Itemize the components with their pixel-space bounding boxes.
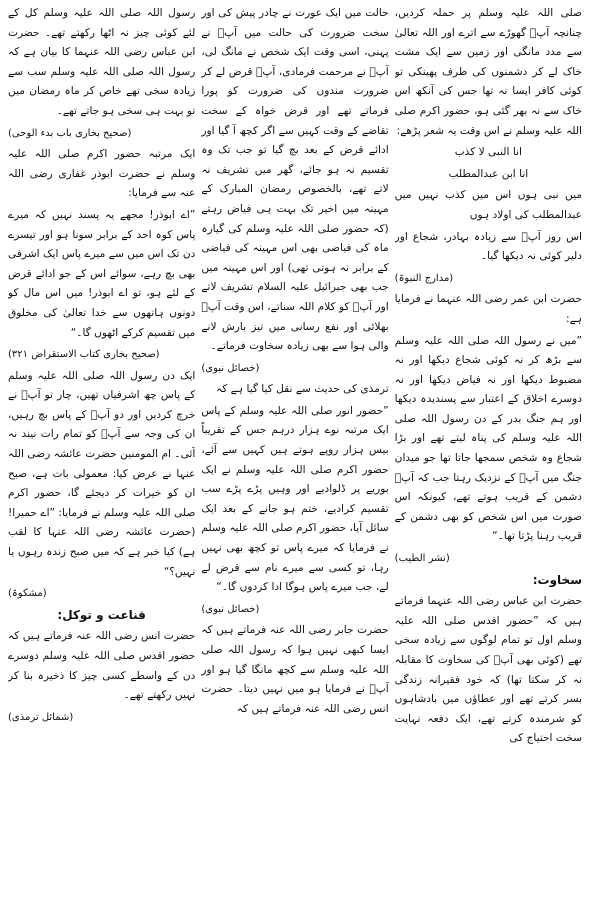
verse-line: انا ابن عبدالمطلب bbox=[448, 167, 529, 180]
paragraph: حضرت انس رضی اللہ عنہ فرماتے ہیں کہ حضور اقدس صلی اللہ علیہ وسلم دوسرے دن کے واسطے کسی چیز کا ذخیرہ بنا کر نہیں رکھتے تھے۔ bbox=[8, 630, 196, 702]
verse-line: انا النبی لا کذب bbox=[454, 146, 522, 159]
paragraph: رسول اللہ صلی اللہ علیہ وسلم کل کے لئے کوئی چیز نہ اٹھا رکھتے تھے۔ حضرت ابن عباس رضی اللہ عنہما کا بیان ہے کہ رسول اللہ صلی اللہ علیہ وسلم سب سے زیادہ سخی تھے خاص کر ماہ رمضان میں تو بہت ہی سخی ہو جاتے تھے۔ bbox=[8, 7, 196, 117]
citation: (خصائل نبوی) bbox=[201, 603, 260, 615]
citation: (مشکوۃ) bbox=[8, 588, 47, 600]
verse-translation: میں نبی ہوں اس میں کذب نہیں میں عبدالمطلب کی اولاد ہوں bbox=[394, 189, 582, 221]
column-middle bbox=[201, 4, 388, 916]
paragraph: صلی اللہ علیہ وسلم پر حملہ کردیں، چنانچہ آپؐ گھوڑے سے اترے اور اللہ تعالیٰ سے مدد مانگی اور زمین سے ایک مشت خاک لے کر دشمنوں کی طرف پھینکی تو کوئی کافر ایسا نہ تھا جس کی آنکھ اس خاک سے نہ بھر گئی ہو، حضور اکرم صلی اللہ علیہ وسلم نے اس وقت یہ شعر پڑھے: bbox=[394, 7, 582, 137]
section-heading: قناعت و توکل: bbox=[57, 607, 146, 622]
column-left bbox=[8, 4, 195, 916]
quotation: ”حضور انور صلی اللہ علیہ وسلم کے پاس ایک مرتبہ نوے ہزار درہم جس کے تقریباً بیس ہزار روپے ہوتے ہیں کہیں سے آئے، حضور اکرم صلی اللہ علیہ وسلم نے ایک بوریے پر ڈلوادیے اور وہیں پڑے پڑے سب تقسیم کرادیے، ختم ہو جانے کے بعد ایک سائل آیا، حضور اکرم صلی اللہ علیہ وسلم نے فرمایا کہ میرے پاس تو کچھ بھی نہیں رہا، تو کسی سے میرے نام سے قرض لے لے، جب میرے پاس ہوگا ادا کردوں گا۔“ bbox=[201, 404, 389, 594]
paragraph: ترمذی کی حدیث سے نقل کیا گیا ہے کہ bbox=[216, 383, 389, 396]
paragraph: حضرت ابن عباس رضی اللہ عنہما فرماتے ہیں کہ ”حضور اقدس صلی اللہ علیہ وسلم اول تو تمام لوگوں سے زیادہ سخی تھے (کوئی بھی آپؐ کی سخاوت کا مقابلہ نہ کر سکتا تھا) کہ خود فقیرانہ زندگی بسر کرتے تھے اور عطاؤں میں بادشاہوں کو شرمندہ کرتے تھے، ایک دفعہ نہایت سخت احتیاج کی bbox=[394, 595, 582, 745]
citation: (خصائل نبوی) bbox=[201, 362, 260, 374]
citation: (نشر الطیب) bbox=[394, 553, 450, 565]
section-heading: سخاوت: bbox=[532, 572, 582, 587]
text-columns bbox=[8, 4, 582, 916]
paragraph: ایک دن رسول اللہ صلی اللہ علیہ وسلم کے پاس چھ اشرفیاں تھیں، چار تو آپؐ نے خرچ کردیں اور دو آپؐ کے پاس بچ رہیں، ان کی وجہ سے آپؐ کو تمام رات نیند نہ آئی۔ ام المومنین حضرت عائشہ رضی اللہ عنہا نے عرض کیا: معمولی بات ہے، صبح ان کو خیرات کر دیجئے گا، حضور اکرم صلی اللہ علیہ وسلم نے فرمایا: ”اے حمیرا! (حضرت عائشہ رضی اللہ عنہا کا لقب ہے) کیا خبر ہے کہ میں صبح زندہ رہوں یا نہیں؟“ bbox=[8, 369, 196, 578]
citation: (صحیح بخاری کتاب الاستقراض ۳۲۱) bbox=[8, 349, 160, 361]
column-right bbox=[395, 4, 582, 916]
citation: (مدارج النبوۃ) bbox=[394, 272, 454, 284]
paragraph: حضرت جابر رضی اللہ عنہ فرماتے ہیں کہ ایسا کبھی نہیں ہوا کہ رسول اللہ صلی اللہ علیہ وسلم سے کچھ مانگا گیا ہو اور آپؐ نے فرمایا ہو میں نہیں دیتا۔ حضرت انس رضی اللہ عنہ فرماتے ہیں کہ bbox=[201, 624, 389, 715]
paragraph: اس روز آپؐ سے زیادہ بہادر، شجاع اور دلیر کوئی نہ دیکھا گیا۔ bbox=[394, 230, 582, 263]
paragraph: ایک مرتبہ حضور اکرم صلی اللہ علیہ وسلم نے حضرت ابوذر غفاری رضی اللہ عنہ سے فرمایا: bbox=[8, 148, 196, 200]
quotation: ”اے ابوذر! مجھے یہ پسند نہیں کہ میرے پاس کوہ احد کے برابر سونا ہو اور تیسرے دن تک اس میں سے میرے پاس ایک اشرفی بھی بچ رہے، سوائے اس کے جو ادائے قرض کے لئے ہو، تو اے ابوذر! میں اس مال کو دونوں ہاتھوں سے خدا تعالیٰ کی مخلوق میں تقسیم کرکے اٹھوں گا۔“ bbox=[8, 208, 196, 339]
paragraph: حالت میں ایک عورت نے چادر پیش کی اور سخت ضرورت کی حالت میں آپؐ نے پہنی، اسی وقت ایک شخص نے مانگ لی، آپؐ نے مرحمت فرمادی، آپؐ قرض لے کر ضرورت مندوں کی ضرورت کو پورا فرماتے تھے اور قرض خواہ کے سخت تقاضے کے وقت کہیں سے اگر کچھ آ گیا اور ادائے قرض کے بعد بچ گیا تو جب تک وہ تقسیم نہ ہو جائے، گھر میں تشریف نہ لاتے تھے، بالخصوص رمضان المبارک کے مہینہ میں اخیر تک بہت ہی فیاض رہتے (کہ حضور صلی اللہ علیہ وسلم کی گیارہ ماہ کی فیاضی بھی اس مہینہ کی فیاضی کے برابر نہ ہوتی تھی) اور اس مہینہ میں جب بھی جبرائیل علیہ السلام تشریف لاتے اور آپؐ کو کلام اللہ سناتے، اس وقت آپؐ بھلائی اور نفع رسانی میں تیز بارش لانے والی ہوا سے بھی زیادہ سخاوت فرماتے۔ bbox=[201, 7, 389, 353]
paragraph: حضرت ابن عمر رضی اللہ عنہما نے فرمایا ہے: bbox=[394, 293, 582, 325]
citation: (شمائل ترمذی) bbox=[8, 711, 74, 723]
quotation: ”میں نے رسول اللہ صلی اللہ علیہ وسلم سے بڑھ کر نہ کوئی شجاع دیکھا اور نہ مضبوط دیکھا اور نہ فیاض دیکھا اور نہ دوسرے اخلاق کے اعتبار سے پسندیدہ دیکھا اور ہم جنگ بدر کے دن رسول اللہ صلی اللہ علیہ وسلم کی پناہ لیتے تھے اور بڑا شجاع وہ شخص سمجھا جاتا تھا جو میدان جنگ میں آپؐ کے نزدیک رہتا جب کہ آپؐ دشمن کے قریب ہوتے تھے، کیونکہ اس صورت میں اس شخص کو بھی دشمن کے قریب رہنا پڑتا تھا۔“ bbox=[394, 334, 582, 543]
citation: (صحیح بخاری باب بدء الوحی) bbox=[8, 127, 132, 139]
